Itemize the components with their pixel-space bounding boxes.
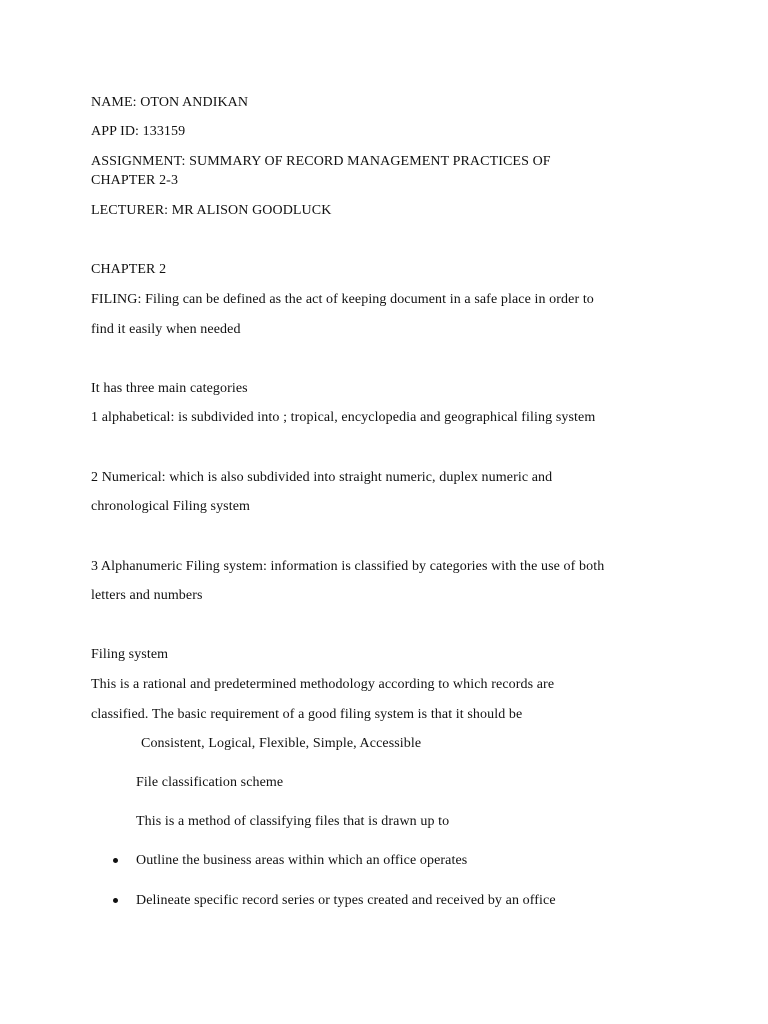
student-name: NAME: OTON ANDIKAN xyxy=(91,95,249,110)
filing-system-heading: Filing system xyxy=(91,647,169,662)
classification-scheme-heading: File classification scheme xyxy=(136,775,284,790)
filing-definition-line2: find it easily when needed xyxy=(91,322,241,337)
app-id: APP ID: 133159 xyxy=(91,124,186,139)
filing-system-qualities: Consistent, Logical, Flexible, Simple, Accessible xyxy=(141,736,422,751)
bullet-dot-icon xyxy=(113,898,118,903)
category-alphabetical: 1 alphabetical: is subdivided into ; tropical, encyclopedia and geographical filing system xyxy=(91,410,596,425)
category-numerical-line2: chronological Filing system xyxy=(91,499,251,514)
filing-system-desc-line2: classified. The basic requirement of a good filing system is that it should be xyxy=(91,707,523,722)
category-alphanumeric-line2: letters and numbers xyxy=(91,588,203,603)
filing-definition-line1: FILING: Filing can be defined as the act of keeping document in a safe place in order to xyxy=(91,292,594,307)
categories-intro: It has three main categories xyxy=(91,381,248,396)
assignment-title-line1: ASSIGNMENT: SUMMARY OF RECORD MANAGEMENT PRACTICES OF xyxy=(91,154,551,169)
category-alphanumeric-line1: 3 Alphanumeric Filing system: information is classified by categories with the use of both xyxy=(91,559,605,574)
category-numerical-line1: 2 Numerical: which is also subdivided into straight numeric, duplex numeric and xyxy=(91,470,553,485)
chapter-heading: CHAPTER 2 xyxy=(91,262,167,277)
classification-scheme-desc: This is a method of classifying files that is drawn up to xyxy=(136,814,450,829)
filing-system-desc-line1: This is a rational and predetermined methodology according to which records are xyxy=(91,677,555,692)
bullet-dot-icon xyxy=(113,858,118,863)
assignment-title-line2: CHAPTER 2-3 xyxy=(91,173,179,188)
list-item-text: Delineate specific record series or types created and received by an office xyxy=(136,893,556,908)
lecturer: LECTURER: MR ALISON GOODLUCK xyxy=(91,203,332,218)
list-item-text: Outline the business areas within which an office operates xyxy=(136,853,468,868)
